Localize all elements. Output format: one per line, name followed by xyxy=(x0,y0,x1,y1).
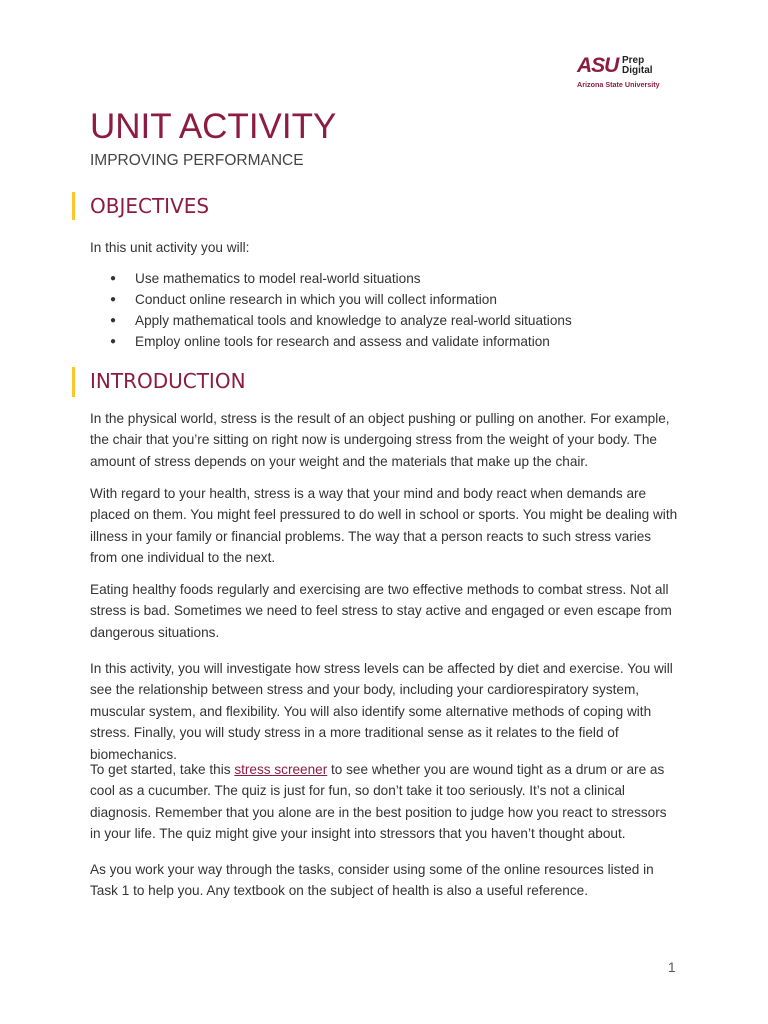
list-item xyxy=(90,268,572,289)
intro-paragraph-5 xyxy=(90,759,680,845)
page-title: UNIT ACTIVITY xyxy=(90,107,337,146)
objective-text: Apply mathematical tools and knowledge to analyze real-world situations xyxy=(135,313,572,328)
bullet-icon: ● xyxy=(110,273,117,284)
objectives-heading: OBJECTIVES xyxy=(90,194,210,218)
intro-paragraph-3: Eating healthy foods regularly and exercising are two effective methods to combat stress. Not all stress is bad. Sometimes we need to feel stress to stay active and engaged or even escape from dangerous situations. xyxy=(90,582,672,640)
objectives-list xyxy=(90,268,572,352)
asu-prep-digital-logo xyxy=(577,55,677,91)
objectives-accent-bar xyxy=(72,192,75,220)
list-item xyxy=(90,289,572,310)
objectives-intro: In this unit activity you will: xyxy=(90,240,250,255)
screener-text-after: to see whether you are wound tight as a drum or are as cool as a cucumber. The quiz is just for fun, so don’t take it too seriously. It’s not a clinical diagnosis. Remember that you alone are in the best position to judge how you react to stressors in your life. The quiz might give your insight into stressors that you haven’t thought about. xyxy=(90,762,667,842)
intro-paragraph-1: In the physical world, stress is the result of an object pushing or pulling on another. For example, the chair that you’re sitting on right now is undergoing stress from the weight of your body. The amount of stress depends on your weight and the materials that make up the chair. xyxy=(90,411,670,469)
page-number: 1 xyxy=(668,960,676,975)
objective-text: Use mathematics to model real-world situations xyxy=(135,271,421,286)
screener-text-before: To get started, take this xyxy=(90,762,235,777)
bullet-icon: ● xyxy=(110,294,117,305)
logo-digital-text: Digital xyxy=(622,65,653,76)
introduction-accent-bar xyxy=(72,367,75,397)
objective-text: Employ online tools for research and assess and validate information xyxy=(135,334,550,349)
logo-asu-mark: ASU xyxy=(577,54,619,77)
logo-prep-text: Prep xyxy=(622,55,645,66)
list-item xyxy=(90,310,572,331)
list-item xyxy=(90,331,572,352)
stress-screener-link[interactable]: stress screener xyxy=(234,762,328,777)
logo-university-text: Arizona State University xyxy=(577,80,660,89)
intro-paragraph-4: In this activity, you will investigate how stress levels can be affected by diet and exercise. You will see the relationship between stress and your body, including your cardiorespiratory system, muscular system, and flexibility. You will also identify some alternative methods of coping with stress. Finally, you will study stress in a more traditional sense as it relates to the field of biomechanics. xyxy=(90,661,673,762)
bullet-icon: ● xyxy=(110,315,117,326)
introduction-heading: INTRODUCTION xyxy=(90,369,246,393)
intro-paragraph-6: As you work your way through the tasks, consider using some of the online resources listed in Task 1 to help you. Any textbook on the subject of health is also a useful reference. xyxy=(90,862,654,899)
page-subtitle: IMPROVING PERFORMANCE xyxy=(90,152,304,169)
intro-paragraph-2: With regard to your health, stress is a way that your mind and body react when demands are placed on them. You might feel pressured to do well in school or sports. You might be dealing with illness in your family or financial problems. The way that a person reacts to such stress varies from one individual to the next. xyxy=(90,486,678,566)
bullet-icon: ● xyxy=(110,336,117,347)
objective-text: Conduct online research in which you will collect information xyxy=(135,292,497,307)
